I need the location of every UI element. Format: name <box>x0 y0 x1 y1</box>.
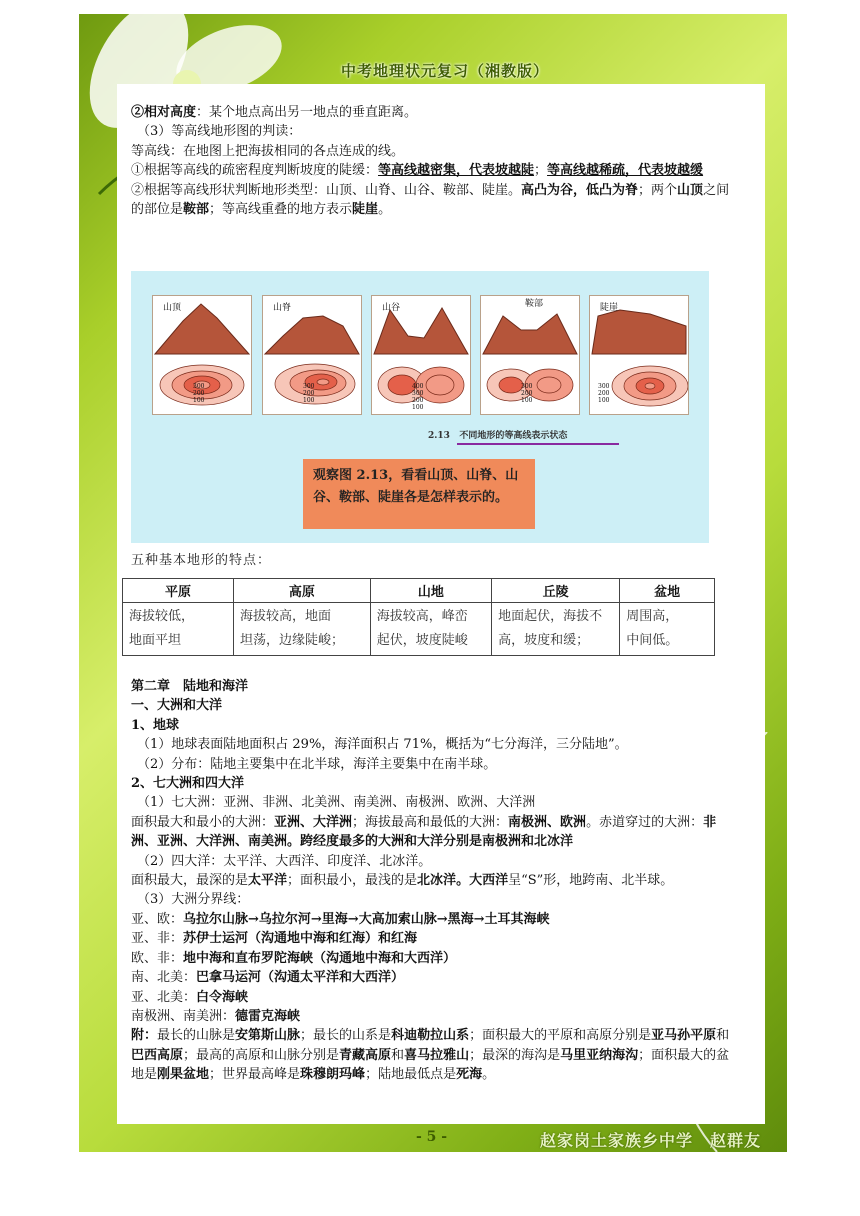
boundary-europe-africa: 欧、非：地中海和直布罗陀海峡（沟通地中海和大西洋） <box>131 950 457 966</box>
contour-value: 400 <box>412 383 424 390</box>
subsection-earth: 1、地球 <box>131 717 180 733</box>
table-cell-line: 起伏，坡度陡峻 <box>376 633 468 648</box>
terrain-table <box>122 578 715 656</box>
landform-panel <box>262 295 362 415</box>
contour-section <box>131 103 735 219</box>
mountain-illustration <box>372 296 470 356</box>
landform-rule: ②根据等高线形状判断地形类型：山顶、山脊、山谷、鞍部、陡崖。高凸为谷，低凸为脊；两个山顶之间的部位是鞍部；等高线重叠的地方表示陡崖。 <box>131 182 730 218</box>
contour-line <box>426 375 454 395</box>
contour-map <box>263 356 361 414</box>
relative-height-line: ②相对高度：某个地点高出另一地点的垂直距离。 <box>131 105 418 120</box>
ocean-facts: 面积最大，最深的是太平洋；面积最小，最浅的是北冰洋。大西洋呈“S”形，地跨南、北半球。 <box>131 873 674 889</box>
table-header-cell: 山地 <box>370 579 491 603</box>
appendix-facts: 附：最长的山脉是安第斯山脉；最长的山系是科迪勒拉山系；面积最大的平原和高原分别是亚马孙平原和巴西高原；最高的高原和山脉分别是青藏高原和喜马拉雅山；最深的海沟是马里亚纳海沟；面积最大的盆地是刚果盆地；世界最高峰是珠穆朗玛峰；陆地最低点是死海。 <box>131 1028 730 1083</box>
table-header-cell: 盆地 <box>620 579 715 603</box>
continent-facts: 面积最大和最小的大洲：亚洲、大洋洲；海拔最高和最低的大洲：南极洲、欧洲。赤道穿过的大洲：非洲、亚洲、大洋洲、南美洲。跨经度最多的大洲和大洋分别是南极洲和北冰洋 <box>131 814 717 850</box>
landform-label: 山顶 <box>163 303 182 313</box>
contour-definition: 等高线：在地图上把海拔相同的各点连成的线。 <box>131 143 405 159</box>
table-header-cell: 高原 <box>234 579 371 603</box>
contour-value: 300 <box>193 383 205 390</box>
contour-value: 100 <box>412 404 424 411</box>
contour-value: 100 <box>521 397 533 404</box>
caption-underline <box>457 443 619 445</box>
landform-panel <box>480 295 580 415</box>
table-cell <box>234 603 371 656</box>
contour-value: 100 <box>598 397 610 404</box>
table-cell <box>123 603 234 656</box>
table-cell-line: 高，坡度和缓； <box>498 633 590 648</box>
four-oceans: （2）四大洋：太平洋、大西洋、印度洋、北冰洋。 <box>137 853 432 869</box>
table-header-cell: 丘陵 <box>492 579 620 603</box>
table-cell-line: 坦荡，边缘陡峻； <box>240 633 345 648</box>
mountain-illustration <box>153 296 251 356</box>
landform-label: 陡崖 <box>600 303 619 313</box>
contour-value: 100 <box>303 397 315 404</box>
seven-continents: （1）七大洲：亚洲、非洲、北美洲、南美洲、南极洲、欧洲、大洋洲 <box>137 795 536 811</box>
contour-line <box>537 377 561 393</box>
contour-value: 200 <box>521 390 533 397</box>
contour-map <box>590 356 688 414</box>
table-cell <box>370 603 491 656</box>
contour-line <box>317 379 329 385</box>
landform-panel <box>589 295 689 415</box>
mountain-illustration <box>481 296 579 356</box>
contour-map <box>153 356 251 414</box>
chapter2-section <box>131 677 735 1085</box>
contour-value: 200 <box>193 390 205 397</box>
page-number: - 5 - <box>416 1129 448 1145</box>
landform-label: 鞍部 <box>525 299 544 309</box>
subsection-continents: 2、七大洲和四大洋 <box>131 776 245 792</box>
slope-rule: ①根据等高线的疏密程度判断坡度的陡缓：等高线越密集，代表坡越陡；等高线越稀疏，代表坡越缓 <box>131 163 704 179</box>
land-distribution: （2）分布：陆地主要集中在北半球，海洋主要集中在南半球。 <box>137 756 497 772</box>
landform-label: 山谷 <box>382 303 401 313</box>
boundary-asia-namerica: 亚、北美：白令海峡 <box>131 989 249 1005</box>
contour-value: 300 <box>521 383 533 390</box>
table-cell-line: 周围高， <box>626 609 679 624</box>
figure-caption: 2.13 不同地形的等高线表示状态 <box>428 431 568 441</box>
contour-line <box>499 377 523 393</box>
landform-label: 山脊 <box>273 303 292 313</box>
table-cell <box>620 603 715 656</box>
table-cell-line: 地面平坦 <box>129 633 182 648</box>
boundaries-heading: （3）大洲分界线： <box>137 892 250 908</box>
land-sea-ratio: （1）地球表面陆地面积占 29%，海洋面积占 71%，概括为“七分海洋，三分陆地”。 <box>137 737 628 753</box>
table-header-row <box>123 579 715 603</box>
contour-value: 300 <box>303 383 315 390</box>
contour-line <box>645 383 655 389</box>
contour-map <box>372 356 470 414</box>
table-cell <box>492 603 620 656</box>
contour-value: 200 <box>598 390 610 397</box>
table-cell-line: 地面起伏，海拔不 <box>498 609 603 624</box>
landform-panel <box>371 295 471 415</box>
contour-value: 200 <box>412 397 424 404</box>
table-row <box>123 603 715 656</box>
boundary-asia-africa: 亚、非：苏伊士运河（沟通地中海和红海）和红海 <box>131 931 418 947</box>
table-cell-line: 海拔较低， <box>129 609 195 624</box>
mountain-illustration <box>590 296 688 356</box>
contour-value: 200 <box>303 390 315 397</box>
table-header-cell: 平原 <box>123 579 234 603</box>
observation-box: 观察图 2.13，看看山顶、山脊、山谷、鞍部、陡崖各是怎样表示的。 <box>303 459 535 529</box>
boundary-antarctica-samerica: 南极洲、南美洲：德雷克海峡 <box>131 1008 301 1024</box>
table-cell-line: 中间低。 <box>626 633 679 648</box>
section-heading: 一、大洲和大洋 <box>131 698 223 714</box>
mountain-illustration <box>263 296 361 356</box>
terrain-caption: 五种基本地形的特点： <box>131 553 272 568</box>
table-cell-line: 海拔较高，地面 <box>240 609 332 624</box>
page-header-title: 中考地理状元复习（湘教版） <box>340 62 549 80</box>
contour-value: 100 <box>193 397 205 404</box>
footer-school: 赵家岗土家族乡中学 赵群友 <box>540 1131 762 1150</box>
landform-panel <box>152 295 252 415</box>
contour-map <box>481 356 579 414</box>
contour-reading-heading: （3）等高线地形图的判读： <box>137 124 302 140</box>
contour-value: 300 <box>598 383 610 390</box>
contour-value: 300 <box>412 390 424 397</box>
boundary-asia-europe: 亚、欧：乌拉尔山脉→乌拉尔河→里海→大高加索山脉→黑海→土耳其海峡 <box>131 911 550 927</box>
chapter-title: 第二章 陆地和海洋 <box>131 679 249 694</box>
table-cell-line: 海拔较高，峰峦 <box>376 609 468 624</box>
boundary-americas: 南、北美：巴拿马运河（沟通太平洋和大西洋） <box>131 970 405 986</box>
